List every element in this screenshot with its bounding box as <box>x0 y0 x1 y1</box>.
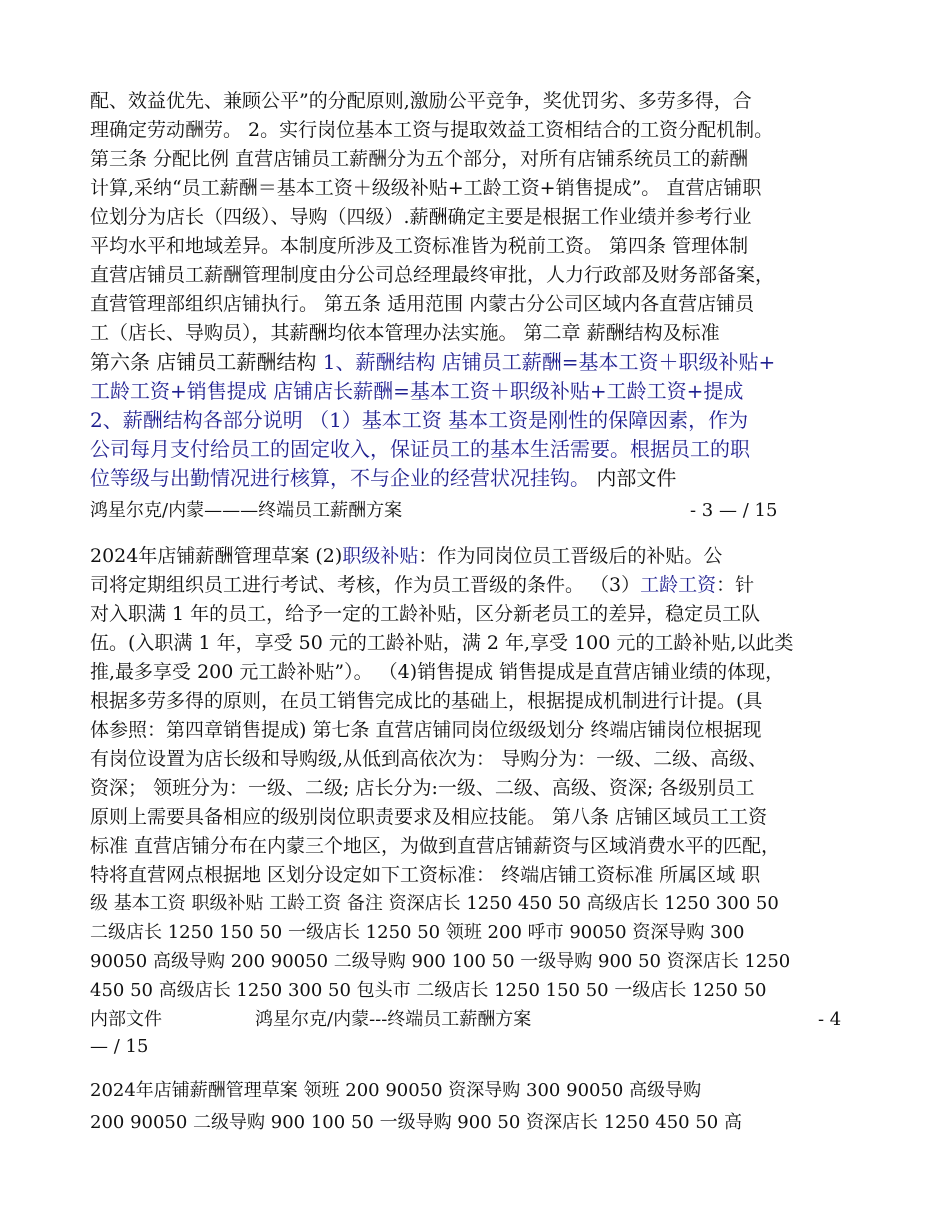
text-line-blue: 公司每月支付给员工的固定收入，保证员工的基本生活需要。根据员工的职 <box>90 437 750 461</box>
text-line: 450 50 高级店长 1250 300 50 包头市 二级店长 1250 150 50 一级店长 1250 50 <box>90 980 767 1001</box>
text-segment-blue: 位等级与出勤情况进行核算，不与企业的经营状况挂钩。 <box>90 466 590 490</box>
text-line: 资深； 领班分为：一级、二级; 店长分为:一级、二级、高级、资深; 各级别员工 <box>90 777 755 799</box>
page-number-tail: — / 15 <box>90 1036 149 1057</box>
text-line-mixed <box>90 465 676 491</box>
text-segment: ：作为同岗位员工晋级后的补贴。公 <box>418 545 723 567</box>
text-segment-blue: 1、薪酬结构 店铺员工薪酬=基本工资＋职级补贴+ <box>322 350 776 374</box>
page-number: - 3 — / 15 <box>690 500 778 521</box>
page-footer-left: 鸿星尔克/内蒙———终端员工薪酬方案 <box>90 500 403 521</box>
page-footer-mid: 鸿星尔克/内蒙---终端员工薪酬方案 <box>255 1009 532 1030</box>
text-line-mixed <box>90 349 775 375</box>
text-line: 有岗位设置为店长级和导购级,从低到高依次为： 导购分为：一级、二级、高级、 <box>90 748 768 770</box>
text-line-blue: 2、薪酬结构各部分说明 （1）基本工资 基本工资是刚性的保障因素，作为 <box>90 408 749 432</box>
text-line: 第三条 分配比例 直营店铺员工薪酬分为五个部分，对所有店铺系统员工的薪酬 <box>90 148 749 170</box>
page-number: - 4 <box>818 1009 842 1030</box>
text-line: 级 基本工资 职级补贴 工龄工资 备注 资深店长 1250 450 50 高级店长 1250 300 50 <box>90 893 779 914</box>
text-line: 特将直营网点根据地 区划分设定如下工资标准： 终端店铺工资标准 所属区域 职 <box>90 864 761 886</box>
text-line: 配、效益优先、兼顾公平”的分配原则,激励公平竞争，奖优罚劣、多劳多得，合 <box>90 90 752 112</box>
text-line: 标准 直营店铺分布在内蒙三个地区，为做到直营店铺薪资与区域消费水平的匹配， <box>90 835 781 857</box>
text-line-blue: 工龄工资+销售提成 店铺店长薪酬=基本工资＋职级补贴+工龄工资+提成 <box>90 379 744 403</box>
text-segment: ：针 <box>716 574 755 596</box>
text-segment-blue: 职级补贴 <box>342 545 419 567</box>
text-line: 平均水平和地域差异。本制度所涉及工资标准皆为税前工资。 第四条 管理体制 <box>90 235 749 257</box>
text-line: 2024年店铺薪酬管理草案 领班 200 90050 资深导购 300 90050 高级导购 <box>90 1080 702 1101</box>
text-line: 位划分为店长（四级）、导购（四级）.薪酬确定主要是根据工作业绩并参考行业 <box>90 206 752 228</box>
text-line: 计算,采纳“员工薪酬＝基本工资＋级级补贴+工龄工资+销售提成”。 直营店铺职 <box>90 177 762 199</box>
text-line: 90050 高级导购 200 90050 二级导购 900 100 50 一级导购 900 50 资深店长 1250 <box>90 951 791 972</box>
text-line: 体参照：第四章销售提成) 第七条 直营店铺同岗位级级划分 终端店铺岗位根据现 <box>90 719 762 741</box>
text-line: 理确定劳动酬劳。 2。实行岗位基本工资与提取效益工资相结合的工资分配机制。 <box>90 119 774 141</box>
text-line: 根据多劳多得的原则，在员工销售完成比的基础上，根据提成机制进行计提。(具 <box>90 690 763 712</box>
text-line-mixed <box>90 543 722 569</box>
page-footer-left: 内部文件 <box>90 1009 162 1030</box>
text-segment: 第六条 店铺员工薪酬结构 <box>90 350 323 374</box>
text-segment: 2024年店铺薪酬管理草案 (2) <box>90 545 343 567</box>
text-line: 200 90050 二级导购 900 100 50 一级导购 900 50 资深店长 1250 450 50 高 <box>90 1112 742 1133</box>
text-line: 原则上需要具备相应的级别岗位职责要求及相应技能。 第八条 店铺区域员工工资 <box>90 806 768 828</box>
text-line: 直营管理部组织店铺执行。 第五条 适用范围 内蒙古分公司区域内各直营店铺员 <box>90 293 755 315</box>
text-line: 工（店长、导购员），其薪酬均依本管理办法实施。 第二章 薪酬结构及标准 <box>90 322 720 344</box>
text-line: 直营店铺员工薪酬管理制度由分公司总经理最终审批，人力行政部及财务部备案， <box>90 264 775 286</box>
text-segment: 内部文件 <box>590 466 677 490</box>
text-line: 二级店长 1250 150 50 一级店长 1250 50 领班 200 呼市 90050 资深导购 300 <box>90 922 745 943</box>
text-line: 对入职满 1 年的员工，给予一定的工龄补贴，区分新老员工的差异，稳定员工队 <box>90 603 761 625</box>
text-line: 伍。(入职满 1 年，享受 50 元的工龄补贴，满 2 年,享受 100 元的工龄补贴,以此类 <box>90 632 794 654</box>
text-segment: 司将定期组织员工进行考试、考核，作为员工晋级的条件。 （3） <box>90 574 641 596</box>
text-line: 推,最多享受 200 元工龄补贴”）。 （4)销售提成 销售提成是直营店铺业绩的体现， <box>90 661 785 683</box>
text-segment-blue: 工龄工资 <box>640 574 717 596</box>
text-line-mixed <box>90 572 754 598</box>
